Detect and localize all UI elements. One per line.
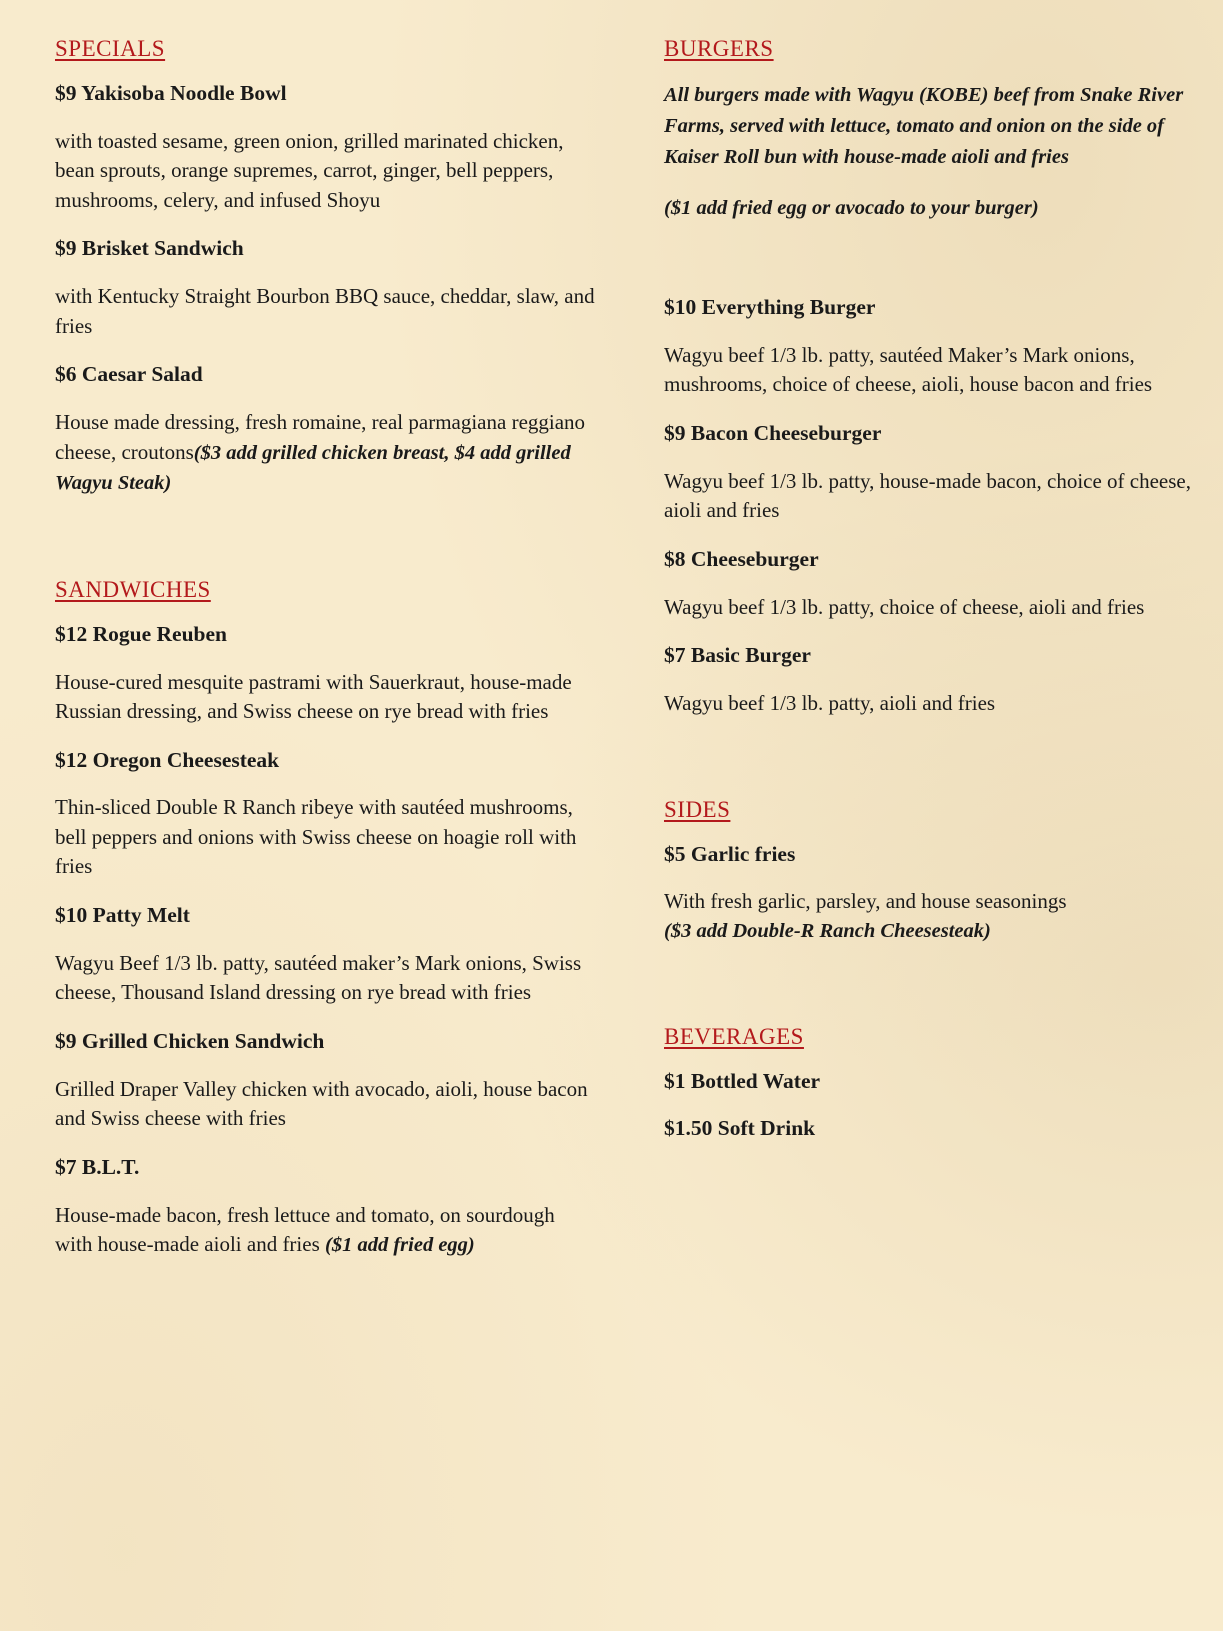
menu-item-description: Wagyu beef 1/3 lb. patty, choice of cheese, aioli and fries [664, 594, 1145, 619]
menu-item-description [55, 127, 595, 216]
menu-item-description [664, 887, 1194, 946]
section-heading-beverages: BEVERAGES [664, 1024, 804, 1050]
menu-item-title: $9 Brisket Sandwich [55, 236, 244, 261]
description-text: House made dressing, fresh romaine, real parmagiana reggiano cheese, croutons [55, 410, 586, 464]
menu-item-title: $12 Rogue Reuben [55, 621, 228, 646]
menu-item-title: $12 Oregon Cheesesteak [55, 747, 280, 772]
description-text: Wagyu Beef 1/3 lb. patty, sautéed maker’s Mark onions, Swiss cheese, Thousand Island dressing on rye bread with fries [55, 950, 582, 1005]
menu-item-title: $1 Bottled Water [664, 1069, 821, 1094]
section-heading-specials: SPECIALS [55, 36, 166, 61]
menu-item-description [55, 793, 595, 882]
description-text: With fresh garlic, parsley, and house seasonings [664, 889, 1067, 914]
menu-item-description [55, 408, 595, 499]
menu-item-description [55, 1201, 595, 1261]
add-on-note: ($3 add grilled chicken breast, $4 add grilled Wagyu Steak) [55, 441, 571, 495]
burgers-intro: All burgers made with Wagyu (KOBE) beef from Snake River Farms, served with lettuce, tomato and onion on the side of Kaiser Roll bun with house-made aioli and fries [664, 84, 1184, 168]
sides-section [664, 797, 1194, 947]
description-text: Thin-sliced Double R Ranch ribeye with sautéed mushrooms, bell peppers and onions with Swiss cheese on hoagie roll with fries [55, 795, 577, 879]
menu-item-title: $9 Yakisoba Noodle Bowl [55, 81, 287, 105]
menu-item-description [55, 282, 595, 341]
menu-item-description [55, 1075, 595, 1134]
section-heading-sides: SIDES [664, 796, 731, 822]
add-on-note: ($3 add Double-R Ranch Cheesesteak) [664, 919, 991, 942]
menu-item-title: $9 Grilled Chicken Sandwich [55, 1028, 325, 1053]
menu-item-description [55, 949, 595, 1008]
left-column [55, 36, 595, 1281]
burgers-addon-note: ($1 add fried egg or avocado to your burger) [664, 197, 1039, 219]
menu-item-title: $1.50 Soft Drink [664, 1116, 816, 1141]
sandwiches-section [55, 577, 595, 1261]
spacer [664, 739, 1194, 797]
menu-item-title: $6 Caesar Salad [55, 362, 203, 387]
description-text: House-cured mesquite pastrami with Sauerkraut, house-made Russian dressing, and Swiss cheese on rye bread with fries [55, 669, 572, 723]
beverages-section [664, 1024, 1194, 1142]
menu-item-description: Wagyu beef 1/3 lb. patty, sautéed Maker’s Mark onions, mushrooms, choice of cheese, aioli, house bacon and fries [664, 342, 1153, 397]
menu-item-title: $8 Cheeseburger [664, 546, 819, 571]
description-text: Grilled Draper Valley chicken with avocado, aioli, house bacon and Swiss cheese with fries [55, 1076, 588, 1131]
spacer [55, 519, 595, 577]
menu-item-title: $5 Garlic fries [664, 841, 796, 866]
menu-item-title: $10 Everything Burger [664, 295, 876, 319]
menu-item-title: $7 B.L.T. [55, 1154, 140, 1179]
section-heading-sandwiches: SANDWICHES [55, 576, 211, 602]
spacer [664, 966, 1194, 1024]
menu-item-description [55, 668, 595, 727]
menu-item-title: $7 Basic Burger [664, 643, 811, 668]
menu-item-description: Wagyu beef 1/3 lb. patty, house-made bacon, choice of cheese, aioli and fries [664, 468, 1191, 523]
menu-item-description: Wagyu beef 1/3 lb. patty, aioli and fries [664, 691, 996, 715]
menu-item-title: $9 Bacon Cheeseburger [664, 420, 882, 445]
burgers-section [664, 36, 1194, 719]
section-heading-burgers: BURGERS [664, 36, 774, 61]
right-column [664, 36, 1194, 1162]
description-text: with Kentucky Straight Bourbon BBQ sauce, cheddar, slaw, and fries [55, 284, 595, 338]
add-on-note: ($1 add fried egg) [325, 1234, 475, 1256]
description-text: House-made bacon, fresh lettuce and tomato, on sourdough with house-made aioli and fries [55, 1202, 555, 1256]
menu-item-title: $10 Patty Melt [55, 902, 190, 927]
specials-section [55, 36, 595, 499]
description-text: with toasted sesame, green onion, grilled marinated chicken, bean sprouts, orange supremes, carrot, ginger, bell peppers, mushrooms, celery, and infused Shoyu [55, 128, 564, 212]
